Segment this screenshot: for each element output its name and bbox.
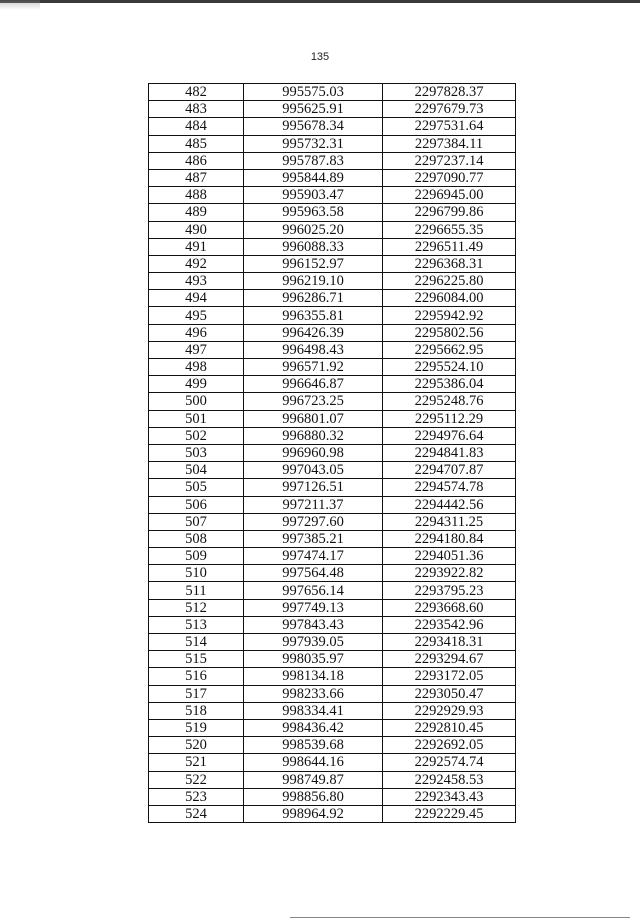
y-coordinate-cell: 2294442.56	[383, 496, 516, 513]
x-coordinate-cell: 997043.05	[244, 462, 383, 479]
table-row	[149, 84, 516, 101]
point-number-cell: 486	[149, 152, 244, 169]
point-number-cell: 509	[149, 548, 244, 565]
point-number-cell: 498	[149, 359, 244, 376]
table-row	[149, 788, 516, 805]
x-coordinate-cell: 996355.81	[244, 307, 383, 324]
table-row	[149, 462, 516, 479]
table-row	[149, 393, 516, 410]
x-coordinate-cell: 995844.89	[244, 169, 383, 186]
y-coordinate-cell: 2294180.84	[383, 530, 516, 547]
point-number-cell: 518	[149, 702, 244, 719]
table-row	[149, 135, 516, 152]
table-row	[149, 341, 516, 358]
y-coordinate-cell: 2296084.00	[383, 290, 516, 307]
x-coordinate-cell: 998035.97	[244, 651, 383, 668]
y-coordinate-cell: 2297531.64	[383, 118, 516, 135]
x-coordinate-cell: 996571.92	[244, 359, 383, 376]
y-coordinate-cell: 2294707.87	[383, 462, 516, 479]
point-number-cell: 502	[149, 427, 244, 444]
x-coordinate-cell: 998436.42	[244, 719, 383, 736]
x-coordinate-cell: 996426.39	[244, 324, 383, 341]
point-number-cell: 496	[149, 324, 244, 341]
table-row	[149, 548, 516, 565]
x-coordinate-cell: 996152.97	[244, 255, 383, 272]
point-number-cell: 490	[149, 221, 244, 238]
y-coordinate-cell: 2297384.11	[383, 135, 516, 152]
x-coordinate-cell: 996088.33	[244, 238, 383, 255]
x-coordinate-cell: 997656.14	[244, 582, 383, 599]
point-number-cell: 489	[149, 204, 244, 221]
point-number-cell: 520	[149, 737, 244, 754]
y-coordinate-cell: 2294311.25	[383, 513, 516, 530]
x-coordinate-cell: 995963.58	[244, 204, 383, 221]
point-number-cell: 492	[149, 255, 244, 272]
point-number-cell: 504	[149, 462, 244, 479]
table-row	[149, 530, 516, 547]
y-coordinate-cell: 2292929.93	[383, 702, 516, 719]
point-number-cell: 522	[149, 771, 244, 788]
point-number-cell: 511	[149, 582, 244, 599]
y-coordinate-cell: 2297090.77	[383, 169, 516, 186]
point-number-cell: 484	[149, 118, 244, 135]
y-coordinate-cell: 2297237.14	[383, 152, 516, 169]
point-number-cell: 517	[149, 685, 244, 702]
x-coordinate-cell: 996880.32	[244, 427, 383, 444]
table-row	[149, 376, 516, 393]
point-number-cell: 507	[149, 513, 244, 530]
point-number-cell: 510	[149, 565, 244, 582]
table-row	[149, 255, 516, 272]
point-number-cell: 508	[149, 530, 244, 547]
y-coordinate-cell: 2293418.31	[383, 634, 516, 651]
point-number-cell: 500	[149, 393, 244, 410]
y-coordinate-cell: 2296945.00	[383, 187, 516, 204]
coordinate-table	[148, 83, 516, 823]
x-coordinate-cell: 998334.41	[244, 702, 383, 719]
y-coordinate-cell: 2292692.05	[383, 737, 516, 754]
table-row	[149, 719, 516, 736]
y-coordinate-cell: 2292229.45	[383, 805, 516, 822]
point-number-cell: 495	[149, 307, 244, 324]
x-coordinate-cell: 998134.18	[244, 668, 383, 685]
x-coordinate-cell: 998749.87	[244, 771, 383, 788]
y-coordinate-cell: 2296225.80	[383, 273, 516, 290]
x-coordinate-cell: 995787.83	[244, 152, 383, 169]
page-number: 135	[310, 51, 330, 63]
point-number-cell: 514	[149, 634, 244, 651]
table-row	[149, 754, 516, 771]
point-number-cell: 483	[149, 101, 244, 118]
x-coordinate-cell: 997126.51	[244, 479, 383, 496]
table-row	[149, 152, 516, 169]
point-number-cell: 488	[149, 187, 244, 204]
table-row	[149, 616, 516, 633]
point-number-cell: 499	[149, 376, 244, 393]
x-coordinate-cell: 998233.66	[244, 685, 383, 702]
table-row	[149, 359, 516, 376]
y-coordinate-cell: 2296511.49	[383, 238, 516, 255]
table-row	[149, 599, 516, 616]
y-coordinate-cell: 2293668.60	[383, 599, 516, 616]
table-row	[149, 290, 516, 307]
point-number-cell: 482	[149, 84, 244, 101]
y-coordinate-cell: 2296799.86	[383, 204, 516, 221]
y-coordinate-cell: 2292458.53	[383, 771, 516, 788]
x-coordinate-cell: 995625.91	[244, 101, 383, 118]
y-coordinate-cell: 2295248.76	[383, 393, 516, 410]
x-coordinate-cell: 998964.92	[244, 805, 383, 822]
x-coordinate-cell: 996646.87	[244, 376, 383, 393]
x-coordinate-cell: 997749.13	[244, 599, 383, 616]
point-number-cell: 521	[149, 754, 244, 771]
point-number-cell: 487	[149, 169, 244, 186]
y-coordinate-cell: 2295942.92	[383, 307, 516, 324]
y-coordinate-cell: 2294976.64	[383, 427, 516, 444]
table-row	[149, 307, 516, 324]
x-coordinate-cell: 997297.60	[244, 513, 383, 530]
table-row	[149, 496, 516, 513]
table-row	[149, 273, 516, 290]
x-coordinate-cell: 997939.05	[244, 634, 383, 651]
point-number-cell: 524	[149, 805, 244, 822]
x-coordinate-cell: 996498.43	[244, 341, 383, 358]
table-row	[149, 668, 516, 685]
table-row	[149, 685, 516, 702]
table-row	[149, 118, 516, 135]
point-number-cell: 503	[149, 444, 244, 461]
table-row	[149, 651, 516, 668]
table-row	[149, 737, 516, 754]
table-row	[149, 101, 516, 118]
x-coordinate-cell: 995575.03	[244, 84, 383, 101]
y-coordinate-cell: 2295524.10	[383, 359, 516, 376]
y-coordinate-cell: 2293795.23	[383, 582, 516, 599]
bottom-rule	[290, 917, 630, 918]
x-coordinate-cell: 996286.71	[244, 290, 383, 307]
y-coordinate-cell: 2296655.35	[383, 221, 516, 238]
table-row	[149, 634, 516, 651]
y-coordinate-cell: 2293294.67	[383, 651, 516, 668]
y-coordinate-cell: 2293050.47	[383, 685, 516, 702]
point-number-cell: 505	[149, 479, 244, 496]
table-row	[149, 221, 516, 238]
y-coordinate-cell: 2295112.29	[383, 410, 516, 427]
point-number-cell: 485	[149, 135, 244, 152]
point-number-cell: 523	[149, 788, 244, 805]
y-coordinate-cell: 2292343.43	[383, 788, 516, 805]
point-number-cell: 519	[149, 719, 244, 736]
y-coordinate-cell: 2293922.82	[383, 565, 516, 582]
coordinate-table-body	[149, 84, 516, 823]
point-number-cell: 501	[149, 410, 244, 427]
x-coordinate-cell: 996025.20	[244, 221, 383, 238]
x-coordinate-cell: 995678.34	[244, 118, 383, 135]
x-coordinate-cell: 996960.98	[244, 444, 383, 461]
x-coordinate-cell: 997211.37	[244, 496, 383, 513]
x-coordinate-cell: 997564.48	[244, 565, 383, 582]
table-row	[149, 479, 516, 496]
point-number-cell: 493	[149, 273, 244, 290]
table-row	[149, 565, 516, 582]
x-coordinate-cell: 998856.80	[244, 788, 383, 805]
table-row	[149, 187, 516, 204]
y-coordinate-cell: 2295662.95	[383, 341, 516, 358]
table-row	[149, 582, 516, 599]
point-number-cell: 491	[149, 238, 244, 255]
table-row	[149, 324, 516, 341]
point-number-cell: 494	[149, 290, 244, 307]
point-number-cell: 512	[149, 599, 244, 616]
x-coordinate-cell: 996723.25	[244, 393, 383, 410]
point-number-cell: 513	[149, 616, 244, 633]
x-coordinate-cell: 996219.10	[244, 273, 383, 290]
x-coordinate-cell: 996801.07	[244, 410, 383, 427]
y-coordinate-cell: 2297828.37	[383, 84, 516, 101]
point-number-cell: 516	[149, 668, 244, 685]
point-number-cell: 497	[149, 341, 244, 358]
y-coordinate-cell: 2297679.73	[383, 101, 516, 118]
point-number-cell: 506	[149, 496, 244, 513]
point-number-cell: 515	[149, 651, 244, 668]
y-coordinate-cell: 2294841.83	[383, 444, 516, 461]
y-coordinate-cell: 2293172.05	[383, 668, 516, 685]
x-coordinate-cell: 998644.16	[244, 754, 383, 771]
table-row	[149, 169, 516, 186]
table-row	[149, 444, 516, 461]
scan-corner-shadow	[0, 0, 40, 10]
x-coordinate-cell: 997474.17	[244, 548, 383, 565]
table-row	[149, 204, 516, 221]
table-row	[149, 410, 516, 427]
table-row	[149, 513, 516, 530]
y-coordinate-cell: 2292810.45	[383, 719, 516, 736]
table-row	[149, 771, 516, 788]
x-coordinate-cell: 995732.31	[244, 135, 383, 152]
y-coordinate-cell: 2296368.31	[383, 255, 516, 272]
table-row	[149, 238, 516, 255]
x-coordinate-cell: 995903.47	[244, 187, 383, 204]
scan-top-edge	[0, 0, 640, 3]
x-coordinate-cell: 998539.68	[244, 737, 383, 754]
x-coordinate-cell: 997843.43	[244, 616, 383, 633]
y-coordinate-cell: 2293542.96	[383, 616, 516, 633]
y-coordinate-cell: 2295802.56	[383, 324, 516, 341]
table-row	[149, 805, 516, 822]
x-coordinate-cell: 997385.21	[244, 530, 383, 547]
y-coordinate-cell: 2294051.36	[383, 548, 516, 565]
y-coordinate-cell: 2295386.04	[383, 376, 516, 393]
table-row	[149, 702, 516, 719]
table-row	[149, 427, 516, 444]
y-coordinate-cell: 2292574.74	[383, 754, 516, 771]
y-coordinate-cell: 2294574.78	[383, 479, 516, 496]
